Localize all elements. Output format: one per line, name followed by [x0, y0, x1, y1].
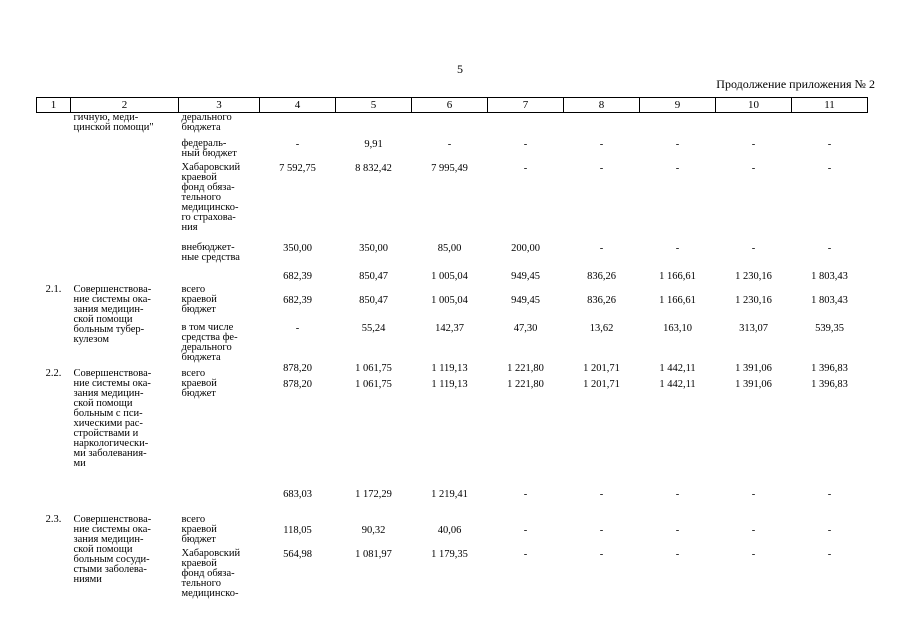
amount-cell: 142,37	[435, 322, 464, 334]
item-name: гичную, меди- цинской помощи"	[73, 112, 154, 133]
amount-cell: 1 005,04	[431, 270, 468, 282]
amount-cell: 682,39	[283, 294, 312, 306]
funding-table	[36, 97, 868, 609]
amount-cell	[412, 113, 488, 139]
amount-cell: 949,45	[511, 270, 540, 282]
amount-cell: 350,00	[283, 242, 312, 254]
funding-source: всего	[181, 513, 206, 525]
amount-cell	[716, 113, 792, 139]
item-number: 2.2.	[45, 367, 62, 379]
amount-cell: -	[675, 138, 680, 150]
amount-cell	[640, 113, 716, 139]
amount-cell: 878,20	[283, 362, 312, 374]
amount-cell: 564,98	[283, 548, 312, 560]
amount-cell	[564, 113, 640, 139]
amount-cell	[260, 113, 336, 139]
amount-cell: 1 391,06	[735, 378, 772, 390]
amount-cell: -	[751, 138, 756, 150]
table-row	[37, 113, 868, 139]
amount-cell	[336, 113, 412, 139]
amount-cell: 350,00	[359, 242, 388, 254]
amount-cell: 1 221,80	[507, 362, 544, 374]
amount-cell: -	[827, 138, 832, 150]
amount-cell: -	[599, 138, 604, 150]
amount-cell: -	[827, 548, 832, 560]
amount-cell: -	[523, 548, 528, 560]
table-row	[37, 363, 868, 379]
amount-cell: -	[523, 488, 528, 500]
amount-cell: 8 832,42	[355, 162, 392, 174]
amount-cell: -	[523, 138, 528, 150]
item-number: 2.3.	[45, 513, 62, 525]
amount-cell: 163,10	[663, 322, 692, 334]
page-number: 5	[457, 62, 463, 76]
amount-cell: 1 803,43	[811, 270, 848, 282]
amount-cell: -	[751, 162, 756, 174]
amount-cell: 90,32	[361, 524, 386, 536]
funding-source: краевой бюджет	[181, 377, 217, 399]
amount-cell: 1 391,06	[735, 362, 772, 374]
column-header: 2	[71, 98, 179, 113]
amount-cell: -	[827, 488, 832, 500]
amount-cell: 682,39	[283, 270, 312, 282]
amount-cell: 1 230,16	[735, 294, 772, 306]
amount-cell: 949,45	[511, 294, 540, 306]
funding-source: краевой бюджет	[181, 293, 217, 315]
amount-cell: 1 081,97	[355, 548, 392, 560]
amount-cell: -	[675, 162, 680, 174]
amount-cell: -	[599, 548, 604, 560]
column-header: 5	[336, 98, 412, 113]
amount-cell: 40,06	[437, 524, 462, 536]
funding-source: в том числе средства фе- дерального бюджета	[181, 321, 238, 363]
amount-cell: 47,30	[513, 322, 538, 334]
funding-source: всего	[181, 367, 206, 379]
amount-cell: -	[599, 162, 604, 174]
amount-cell: 1 179,35	[431, 548, 468, 560]
amount-cell: -	[599, 524, 604, 536]
amount-cell: 1 201,71	[583, 362, 620, 374]
item-number	[37, 113, 71, 271]
amount-cell: 1 396,83	[811, 378, 848, 390]
amount-cell: 1 221,80	[507, 378, 544, 390]
amount-cell: 539,35	[815, 322, 844, 334]
column-header: 4	[260, 98, 336, 113]
amount-cell: -	[675, 548, 680, 560]
column-header: 6	[412, 98, 488, 113]
amount-cell: 836,26	[587, 294, 616, 306]
amount-cell: 7 995,49	[431, 162, 468, 174]
amount-cell: 1 166,61	[659, 294, 696, 306]
amount-cell: -	[827, 524, 832, 536]
column-header: 7	[488, 98, 564, 113]
amount-cell: -	[447, 138, 452, 150]
amount-cell: 1 166,61	[659, 270, 696, 282]
amount-cell: 9,91	[364, 138, 383, 150]
amount-cell: -	[675, 242, 680, 254]
amount-cell: -	[523, 524, 528, 536]
amount-cell: 1 119,13	[431, 378, 468, 390]
amount-cell: -	[751, 548, 756, 560]
item-number: 2.1.	[45, 283, 62, 295]
amount-cell: 1 219,41	[431, 488, 468, 500]
funding-source: дерального бюджета	[181, 112, 232, 133]
amount-cell: 1 172,29	[355, 488, 392, 500]
amount-cell: 55,24	[361, 322, 386, 334]
column-number-row	[37, 98, 868, 113]
amount-cell: 85,00	[437, 242, 462, 254]
continuation-caption: Продолжение приложения № 2	[716, 77, 875, 91]
amount-cell: 200,00	[511, 242, 540, 254]
amount-cell	[792, 113, 868, 139]
funding-source: федераль- ный бюджет	[181, 137, 237, 159]
item-name: Совершенствова- ние системы ока- зания медицин- ской помощи больным тубер- кулезом	[73, 283, 152, 345]
amount-cell: 1 803,43	[811, 294, 848, 306]
funding-source: краевой бюджет	[181, 523, 217, 545]
amount-cell: 1 230,16	[735, 270, 772, 282]
amount-cell: 7 592,75	[279, 162, 316, 174]
column-header: 11	[792, 98, 868, 113]
table-row	[37, 271, 868, 295]
column-header: 8	[564, 98, 640, 113]
amount-cell: -	[751, 242, 756, 254]
funding-source: Хабаровский краевой фонд обяза- тельного медицинско-	[181, 547, 241, 599]
column-header: 10	[716, 98, 792, 113]
amount-cell: 1 061,75	[355, 378, 392, 390]
amount-cell: 1 201,71	[583, 378, 620, 390]
amount-cell: 683,03	[283, 488, 312, 500]
funding-source: внебюджет- ные средства	[181, 241, 240, 263]
amount-cell: -	[751, 524, 756, 536]
amount-cell: -	[599, 488, 604, 500]
amount-cell: 850,47	[359, 294, 388, 306]
amount-cell: 850,47	[359, 270, 388, 282]
funding-source: всего	[181, 283, 206, 295]
amount-cell: 13,62	[589, 322, 614, 334]
amount-cell: 1 005,04	[431, 294, 468, 306]
amount-cell: -	[827, 162, 832, 174]
table-body	[37, 113, 868, 609]
amount-cell: -	[675, 524, 680, 536]
amount-cell: -	[675, 488, 680, 500]
amount-cell: -	[827, 242, 832, 254]
amount-cell: 313,07	[739, 322, 768, 334]
amount-cell: 836,26	[587, 270, 616, 282]
amount-cell: 1 442,11	[659, 378, 696, 390]
amount-cell: 1 442,11	[659, 362, 696, 374]
amount-cell: -	[523, 162, 528, 174]
item-name: Совершенствова- ние системы ока- зания медицин- ской помощи больным сосуди- стыми заболева- ниями	[73, 513, 152, 585]
amount-cell: 1 061,75	[355, 362, 392, 374]
column-header: 1	[37, 98, 71, 113]
amount-cell: -	[751, 488, 756, 500]
amount-cell: 1 119,13	[431, 362, 468, 374]
funding-source: Хабаровский краевой фонд обяза- тельного медицинско- го страхова- ния	[181, 161, 241, 233]
item-name: Совершенствова- ние системы ока- зания медицин- ской помощи больным с пси- хическими рас- стройствами и наркологически- ми заболевания- ми	[73, 367, 152, 469]
amount-cell: 118,05	[283, 524, 312, 536]
amount-cell: -	[295, 322, 300, 334]
column-header: 9	[640, 98, 716, 113]
amount-cell: -	[599, 242, 604, 254]
amount-cell: 878,20	[283, 378, 312, 390]
column-header: 3	[179, 98, 260, 113]
amount-cell	[488, 113, 564, 139]
amount-cell: 1 396,83	[811, 362, 848, 374]
amount-cell: -	[295, 138, 300, 150]
table-row	[37, 489, 868, 525]
